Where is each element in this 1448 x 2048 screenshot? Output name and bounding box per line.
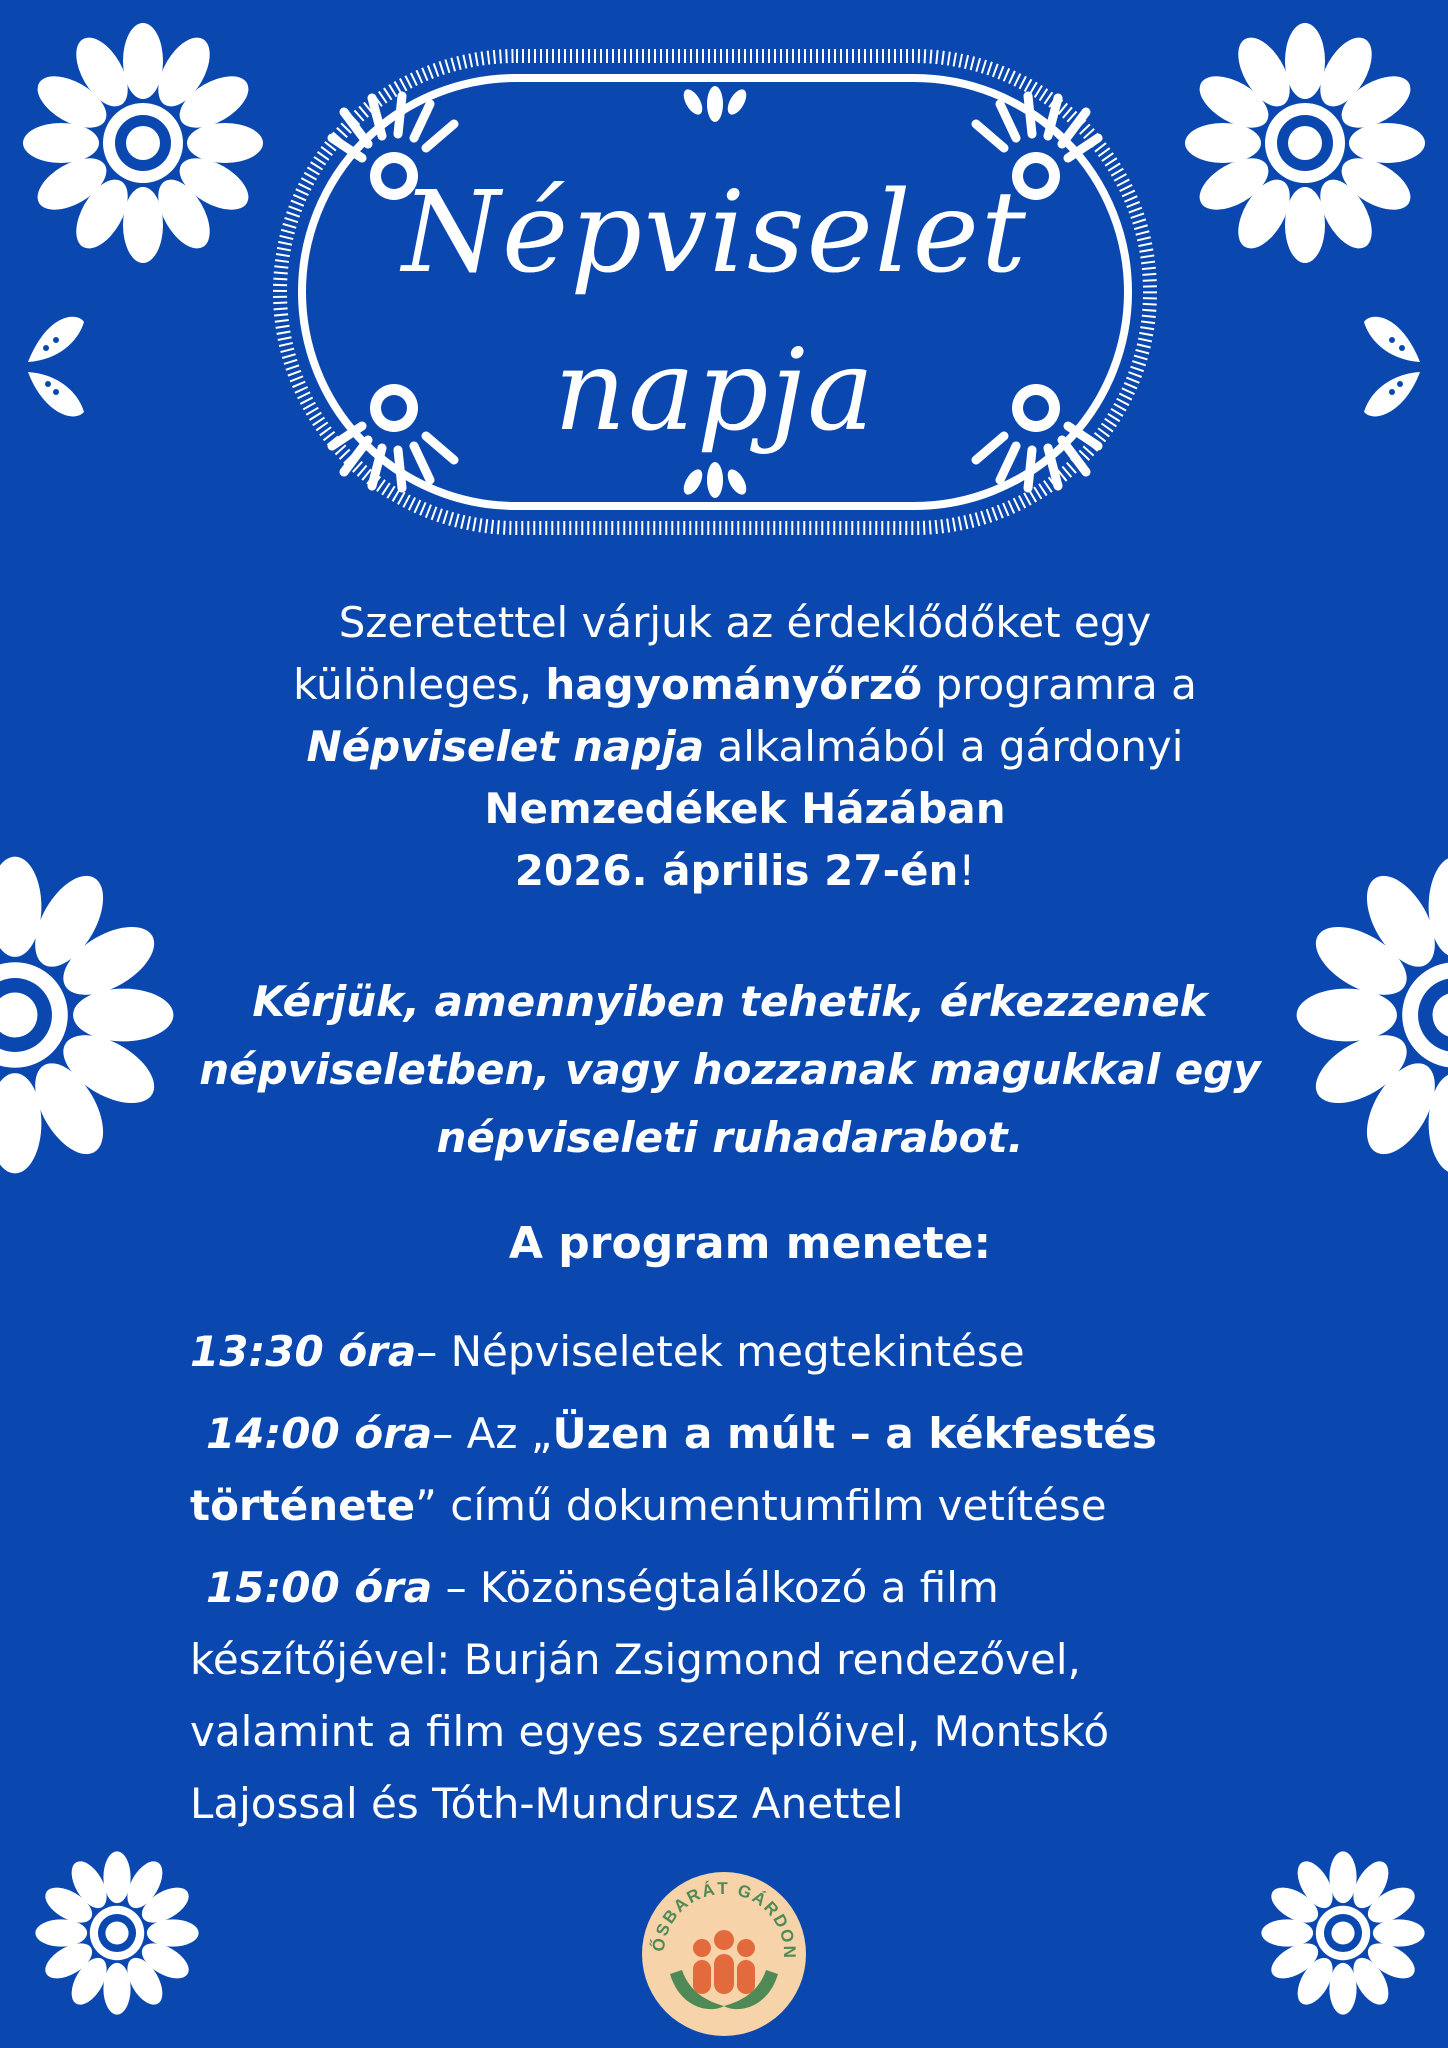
flower-icon xyxy=(18,18,268,268)
intro-line: Szeretettel várjuk az érdeklődőket egy xyxy=(338,598,1152,647)
dress-request: Kérjük, amennyiben tehetik, érkezzenek népviseletben, vagy hozzanak magukkal egy népviseleti ruhadarabot. xyxy=(199,977,1261,1162)
people-in-hands-icon xyxy=(640,1870,808,2038)
title-line-2: napja xyxy=(553,326,877,456)
venue: Nemzedékek Házában xyxy=(484,784,1006,833)
program-schedule xyxy=(190,1316,1290,1850)
leaf-icon xyxy=(1358,302,1430,432)
title-frame xyxy=(272,48,1158,536)
program-heading: A program menete: xyxy=(508,1218,992,1269)
schedule-time: 15:00 óra xyxy=(206,1563,433,1612)
intro-line: különleges, hagyományőrző programra a xyxy=(293,660,1197,709)
flower-icon xyxy=(32,1848,202,2018)
flower-icon xyxy=(1290,850,1448,1180)
schedule-time: 14:00 óra xyxy=(206,1409,433,1458)
schedule-item: 15:00 óra – Közönségtalálkozó a film készítőjével: Burján Zsigmond rendezővel, valamint a film egyes szereplőivel, Montskó Lajossal és Tóth-Mundrusz Anettel xyxy=(190,1563,1110,1828)
logo-text: ŐSBARÁT GÁRDON xyxy=(648,1878,800,1961)
schedule-time: 13:30 óra xyxy=(190,1327,417,1376)
intro-line: Népviselet napja alkalmából a gárdonyi xyxy=(306,722,1184,771)
schedule-item: 13:30 óra– Népviseletek megtekintése xyxy=(190,1327,1025,1376)
schedule-item: 14:00 óra– Az „Üzen a múlt – a kékfestés története” című dokumentumfilm vetítése xyxy=(190,1409,1157,1530)
title-line-1: Népviselet xyxy=(402,168,1028,298)
flower-icon xyxy=(1258,1848,1428,2018)
event-date: 2026. április 27-én! xyxy=(514,846,976,895)
flower-icon xyxy=(1180,18,1430,268)
leaf-icon xyxy=(18,302,90,432)
intro-paragraph xyxy=(180,592,1310,902)
logo xyxy=(640,1870,808,2038)
